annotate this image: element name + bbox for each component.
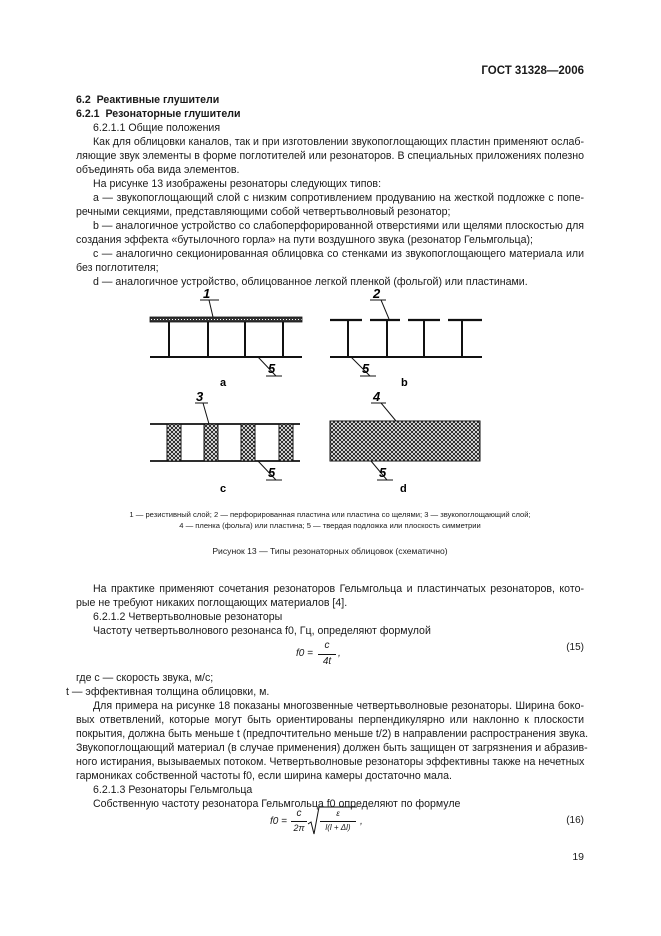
paragraph-line: Частоту четвертьволнового резонанса f0, Гц, определяют формулой (93, 625, 431, 637)
paragraph-line: ляющие звук элементы в форме поглотителей или резонаторов. В специальных приложениях полезно (76, 150, 584, 162)
paragraph-line: рые не требуют никаких поглощающих материалов [4]. (76, 597, 348, 609)
formula-inner-numerator: ε (336, 809, 340, 818)
fraction-bar (318, 654, 336, 655)
paragraph-line: Звукопоглощающий материал (в случае применения) должен быть защищен от загрязнения и абразив- (76, 742, 588, 754)
subsection-heading (76, 108, 584, 122)
formula-tail: , (338, 648, 341, 659)
panel-label-a: a (220, 377, 227, 389)
absorbing-wall (167, 424, 181, 461)
panel-label-d: d (400, 483, 407, 495)
equation-number-15: (15) (566, 642, 584, 653)
equation-number-16: (16) (566, 815, 584, 826)
section-title: Реактивные глушители (96, 94, 220, 106)
absorbing-wall (204, 424, 218, 461)
formula-16 (270, 806, 380, 840)
section-number: 6.2 (76, 94, 91, 106)
absorbing-wall (279, 424, 293, 461)
subsection-title: Резонаторные глушители (105, 108, 241, 120)
panel-b-diagram (330, 286, 482, 389)
film-covered-lining (330, 421, 480, 461)
list-item: создания эффекта «бутылочного горла» на пути воздушного звука (резонатор Гельмгольца); (76, 234, 533, 246)
figure-legend-line: 4 — пленка (фольга) или пластина; 5 — твердая подложка или плоскость симметрии (179, 521, 481, 530)
panel-label-c: c (220, 483, 227, 495)
absorbing-wall (241, 424, 255, 461)
fraction-bar (291, 821, 307, 822)
paragraph-line: На практике применяют сочетания резонаторов Гельмгольца и пластинчатых резонаторов, кото- (93, 583, 584, 595)
paragraph-line: объединять оба вида элементов. (76, 164, 240, 176)
figure-caption: Рисунок 13 — Типы резонаторных облицовок (схематично) (212, 546, 448, 556)
callout-5-c: 5 (268, 465, 276, 480)
callout-5-b: 5 (362, 361, 370, 376)
fraction-bar (320, 821, 356, 822)
definition-line: где c — скорость звука, м/с; (76, 672, 214, 684)
list-item: речными секциями, представляющими собой четвертьволновый резонатор; (76, 206, 451, 218)
list-item: c — аналогично секционированная облицовка со стенками из звукопоглощающего материала или (93, 248, 584, 260)
panel-c-diagram (150, 389, 300, 495)
formula-two-pi: 2π (293, 823, 305, 833)
callout-3: 3 (196, 389, 204, 404)
paragraph-line: Собственную частоту резонатора Гельмгольца f0 определяют по формуле (93, 798, 461, 810)
formula-c: c (296, 808, 302, 819)
paragraph-line: покрытия, должна быть меньше t (предпочтительно меньше t/2) в направлении распространения звука. (76, 728, 589, 740)
panel-label-b: b (401, 377, 408, 389)
paragraph-line: На рисунке 13 изображены резонаторы следующих типов: (93, 178, 382, 190)
panel-d-diagram (330, 389, 480, 495)
document-standard-number: ГОСТ 31328—2006 (481, 65, 584, 77)
resistive-layer (150, 317, 302, 322)
formula-lhs: f0 = (270, 816, 287, 827)
list-item: a — звукопоглощающий слой с низким сопротивлением продуванию на жесткой подложке с попе- (93, 192, 584, 204)
definition-line: t — эффективная толщина облицовки, м. (66, 686, 270, 698)
callout-1: 1 (203, 286, 211, 301)
paragraph-line: гармониках собственной частоты f0, если ширина камеры достаточно мала. (76, 770, 452, 782)
figure-legend-line: 1 — резистивный слой; 2 — перфорированная пластина или пластина со щелями; 3 — звукопоглощающий слой; (129, 510, 531, 519)
callout-5-a: 5 (268, 361, 276, 376)
list-item: без поглотителя; (76, 262, 159, 274)
formula-denominator: 4t (322, 656, 332, 667)
subsubsection-heading: 6.2.1.3 Резонаторы Гельмгольца (93, 784, 253, 796)
formula-inner-denominator: l(l + Δl) (325, 823, 351, 832)
callout-5-d: 5 (379, 465, 387, 480)
list-item: b — аналогичное устройство со слабоперфорированной отверстиями или щелями плоскостью для (93, 220, 584, 232)
formula-numerator: c (324, 640, 330, 651)
subsection-number: 6.2.1 (76, 108, 100, 120)
page-number: 19 (572, 851, 584, 863)
section-heading (76, 94, 584, 108)
paragraph-line: вых ответвлений, которые могут быть ориентированы перпендикулярно или наклонно к плоскости (76, 714, 584, 726)
figure-resonator-types (0, 280, 661, 520)
panel-a-diagram (150, 286, 302, 389)
subsubsection-heading: 6.2.1.2 Четвертьволновые резонаторы (93, 611, 283, 623)
formula-tail: , (360, 816, 363, 827)
list-item: d — аналогичное устройство, облицованное легкой пленкой (фольгой) или пластинами. (93, 276, 528, 288)
paragraph-line: Как для облицовки каналов, так и при изготовлении звукопоглощающих пластин применяют ослаб- (93, 136, 584, 148)
formula-lhs: f0 = (296, 648, 313, 659)
paragraph-line: ного истирания, вызываемых потоком. Четвертьволновые резонаторы эффективны также на нечетных (76, 756, 585, 768)
callout-2: 2 (373, 286, 381, 301)
callout-4: 4 (373, 389, 381, 404)
subsubsection-heading: 6.2.1.1 Общие положения (93, 122, 221, 134)
paragraph-line: Для примера на рисунке 18 показаны многозвенные четвертьволновые резонаторы. Ширина боко- (93, 700, 584, 712)
